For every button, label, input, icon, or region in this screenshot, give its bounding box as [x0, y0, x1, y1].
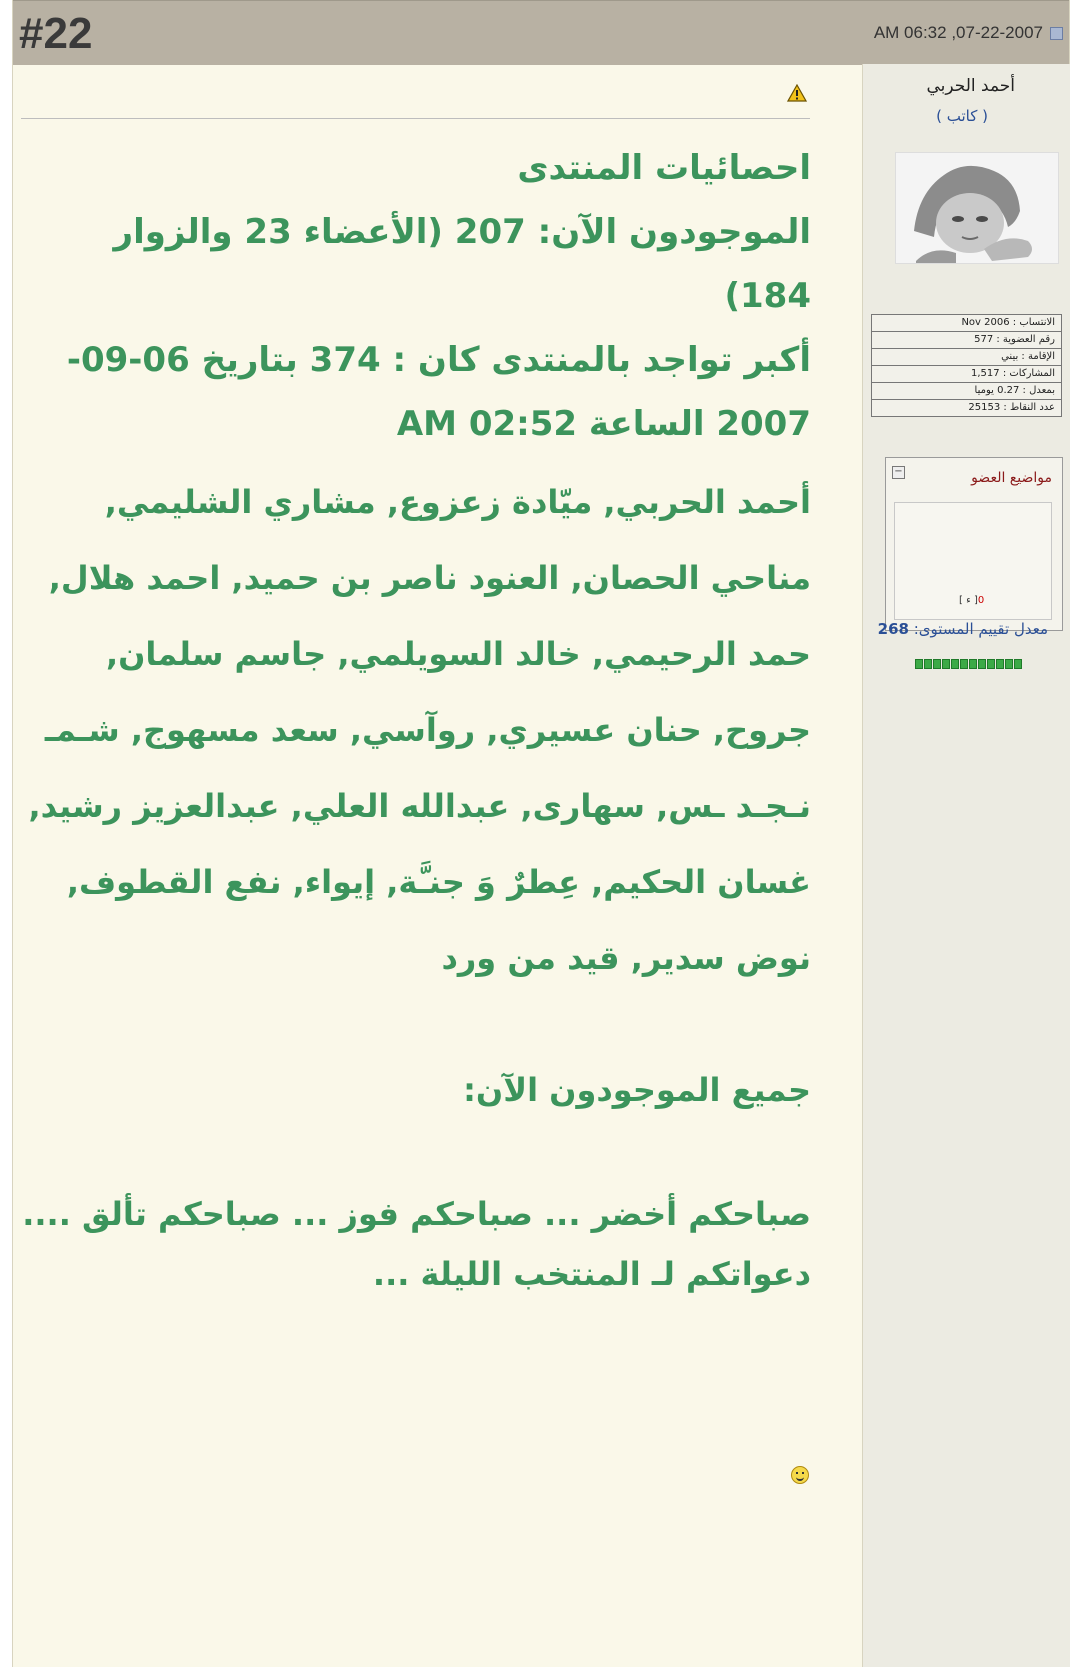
user-sidebar — [862, 64, 1070, 1667]
stat-per-day: بمعدل : 0.27 يوميا — [872, 383, 1061, 400]
rating-segment — [951, 659, 959, 669]
online-now-text: الموجودون الآن: 207 (الأعضاء 23 والزوار 184) — [113, 212, 811, 316]
stat-member-id: رقم العضوية : 577 — [872, 332, 1061, 349]
avatar-image — [896, 153, 1058, 263]
rating-segment — [969, 659, 977, 669]
stat-joined: الانتساب : Nov 2006 — [872, 315, 1061, 332]
post-date: AM 06:32 ,07-22-2007 — [873, 23, 1043, 42]
rating-segment — [1005, 659, 1013, 669]
topics-count — [959, 595, 984, 606]
post-body — [21, 136, 811, 1304]
rating-bar — [915, 659, 1022, 669]
post-number[interactable]: #22 — [19, 9, 93, 58]
online-members-list: أحمد الحربي, ميّادة زعزوع, مشاري الشليمي, مناحي الحصان, العنود ناصر بن حميد, احمد هلال, حمد الرحيمي, خالد السويلمي, جاسم سلمان, جروح, حنان عسيري, روآسي, سعد مسهوج, شـمـ نـجـد ـس, سهارى, عبدالله العلي, عبدالعزيز رشيد, غسان الحكيم, عِطرٌ وَ جنـَّة, إيواء, نفع القطوف, نوض سدير, قيد من ورد — [28, 483, 811, 977]
rating-label — [878, 620, 1048, 638]
max-online-text: أكبر تواجد بالمنتدى كان : 374 بتاريخ 06-09-2007 الساعة AM 02:52 — [66, 340, 811, 444]
stat-posts: المشاركات : 1,517 — [872, 366, 1061, 383]
stats-heading: احصائيات المنتدى — [517, 148, 811, 188]
content-divider — [21, 118, 810, 119]
rating-value: 268 — [877, 620, 909, 638]
user-stats-table — [871, 314, 1062, 417]
username-link[interactable]: أحمد الحربي — [926, 76, 1015, 96]
rating-segment — [942, 659, 950, 669]
topics-count-value: 0 — [977, 595, 985, 606]
warning-icon — [787, 84, 807, 102]
smiley-icon — [791, 1466, 809, 1484]
member-topics-title[interactable]: مواضيع العضو — [971, 470, 1052, 486]
rating-segment — [978, 659, 986, 669]
all-online-label: جميع الموجودون الآن: — [463, 1071, 811, 1109]
rating-segment — [987, 659, 995, 669]
topics-count-label: [ ء ] — [959, 595, 978, 606]
member-topics-list — [894, 502, 1052, 620]
post-icon — [1050, 27, 1063, 40]
member-topics-box — [885, 457, 1063, 631]
stat-points: عدد النقاط : 25153 — [968, 402, 1055, 413]
rating-segment — [996, 659, 1004, 669]
greeting-text: صباحكم أخضر ... صباحكم فوز ... صباحكم تألق .... — [22, 1195, 811, 1233]
rating-segment — [915, 659, 923, 669]
rating-segment — [933, 659, 941, 669]
rating-label-text: معدل تقييم المستوى: — [913, 620, 1048, 638]
collapse-toggle[interactable]: − — [892, 466, 905, 479]
stat-location: الإقامة : بيني — [872, 349, 1061, 366]
post-content — [13, 64, 862, 1667]
rating-segment — [924, 659, 932, 669]
post-header — [13, 0, 1069, 65]
user-title: ( كاتب ) — [936, 107, 988, 125]
prayer-text: دعواتكم لـ المنتخب الليلة ... — [372, 1255, 811, 1293]
avatar — [895, 152, 1059, 264]
rating-segment — [960, 659, 968, 669]
rating-segment — [1014, 659, 1022, 669]
forum-post — [12, 0, 1070, 1667]
